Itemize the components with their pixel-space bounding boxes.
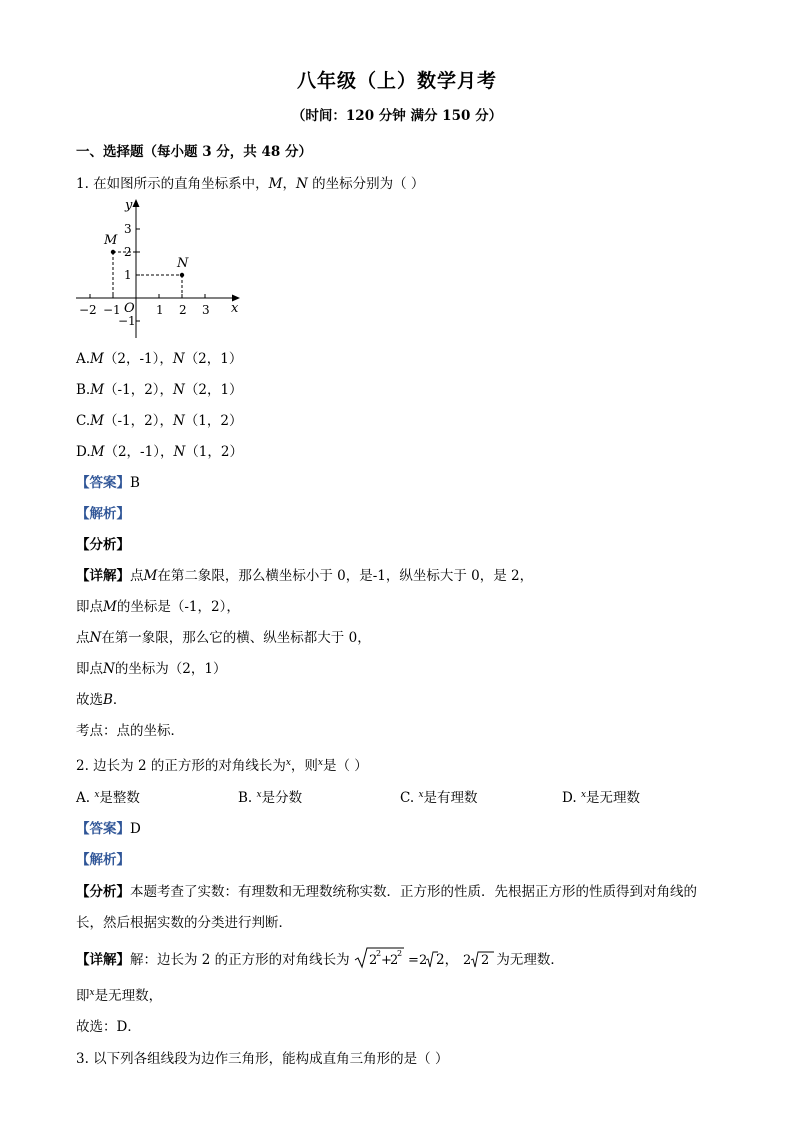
point-m-label: M [104,233,118,248]
y-tick-label: 3 [124,222,132,236]
q1-analysis-tag: 【解析】 [76,506,130,522]
svg-text:2: 2 [418,953,428,968]
y-tick-label: 2 [124,245,132,259]
svg-text:2: 2 [375,949,382,958]
sqrt-two-expression [462,946,496,970]
origin-label: O [124,301,135,316]
svg-text:2: 2 [481,953,490,968]
question-3-stem: 3. 以下列各组线段为边作三角形，能构成直角三角形的是（ ） [76,1051,449,1067]
svg-text:2: 2 [368,953,378,968]
svg-text:2: 2 [389,953,399,968]
q2-detail-line-1: 【详解】解：边长为 2 的正方形的对角线长为 2 2 + 2 2 = 2 2， 2 2 为无理数． [76,946,564,970]
x-tick-label: 2 [179,303,187,317]
question-2-stem: 2. 边长为 2 的正方形的对角线长为$^x$，则$^x$是（ ） [76,758,368,774]
q1-detail-line-3: 点N在第一象限，那么它的横、纵坐标都大于 0， [76,630,371,646]
y-tick-label: −1 [118,314,136,328]
q1-detail-line-4: 即点N的坐标为（2，1） [76,661,227,677]
q1-detail-line-1: 【详解】点M在第二象限，那么横坐标小于 0，是-1，纵坐标大于 0，是 2， [76,568,534,584]
q1-option-c[interactable]: C.M（-1，2），N（1，2） [76,413,243,429]
svg-text:2: 2 [463,953,472,968]
q2-fenxi-line-1: 【分析】本题考查了实数：有理数和无理数统称实数．正方形的性质．先根据正方形的性质得到对角线的 [76,884,697,900]
q2-option-c[interactable]: C. $^x$是有理数 [400,790,478,806]
q1-answer: 【答案】B [76,475,140,491]
q2-option-d[interactable]: D. $^x$是无理数 [562,790,641,806]
q1-detail-line-6: 考点：点的坐标． [76,723,184,739]
x-tick-label: 1 [156,303,164,317]
point-n-label: N [177,256,189,271]
y-axis-label: y [125,198,133,213]
exam-info: （时间：120 分钟 满分 150 分） [291,108,503,124]
q1-detail-line-5: 故选B． [76,692,127,708]
section-heading: 一、选择题（每小题 3 分，共 48 分） [76,144,312,160]
point-m [111,250,115,254]
x-tick-label: −1 [103,303,121,317]
y-tick-label: 1 [124,268,132,282]
svg-text:+: + [380,953,392,968]
q1-option-b[interactable]: B.M（-1，2），N（2，1） [76,382,243,398]
svg-text:2: 2 [396,949,403,958]
y-axis-arrow [133,199,140,207]
svg-text:=: = [407,953,419,968]
question-1-stem: 1. 在如图所示的直角坐标系中，M，N 的坐标分别为（ ） [76,176,425,192]
q2-detail-line-3: 故选：D． [76,1019,141,1035]
q2-detail-line-2: 即$^x$是无理数， [76,988,163,1004]
sqrt-expression [354,946,438,970]
q2-option-b[interactable]: B. $^x$是分数 [238,790,303,806]
q2-answer: 【答案】D [76,821,141,837]
x-axis-label: x [231,301,239,316]
x-tick-label: 3 [202,303,210,317]
q1-option-d[interactable]: D.M（2，-1），N（1，2） [76,444,243,460]
x-tick-label: −2 [79,303,97,317]
page-title: 八年级（上）数学月考 [296,70,497,92]
q2-fenxi-line-2: 长，然后根据实数的分类进行判断． [76,915,292,931]
q1-detail-line-2: 即点M的坐标是（-1，2）， [76,599,240,615]
q2-option-a[interactable]: A. $^x$是整数 [76,790,140,806]
q1-fenxi-tag: 【分析】 [76,537,130,553]
q2-analysis-tag: 【解析】 [76,852,130,868]
point-n [180,273,184,277]
coordinate-graph [72,194,252,340]
q1-option-a[interactable]: A.M（2，-1），N（2，1） [76,351,243,367]
